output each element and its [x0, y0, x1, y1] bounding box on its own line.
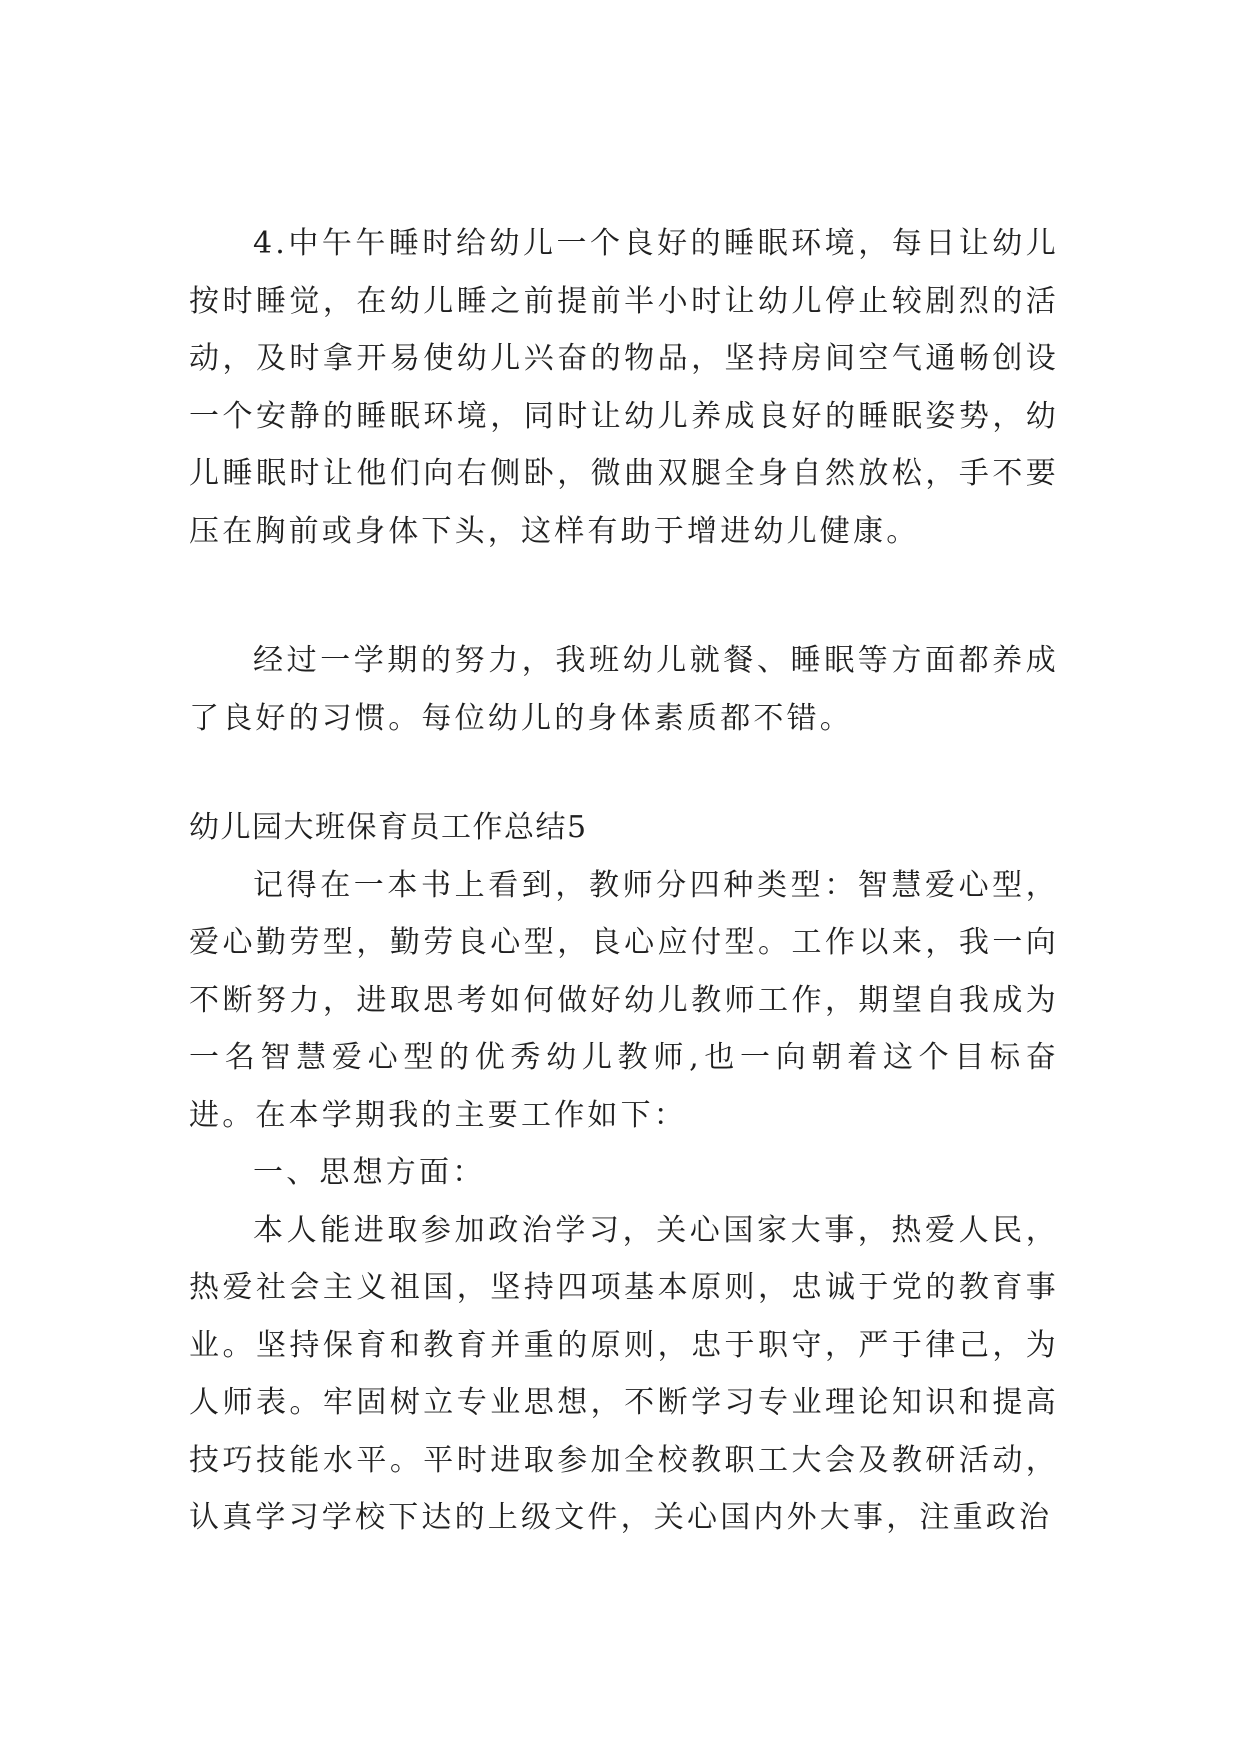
paragraph-semester-result: 经过一学期的努力，我班幼儿就餐、睡眠等方面都养成了良好的习惯。每位幼儿的身体素质都不错。 — [189, 643, 1059, 736]
paragraph-spacer — [189, 560, 1059, 632]
paragraph-teacher-types: 记得在一本书上看到，教师分四种类型：智慧爱心型，爱心勤劳型，勤劳良心型，良心应付型。工作以来，我一向不断努力，进取思考如何做好幼儿教师工作，期望自我成为一名智慧爱心型的优秀幼儿教师,也一向朝着这个目标奋进。在本学期我的主要工作如下： — [189, 867, 1059, 1133]
document-body — [189, 215, 1059, 1547]
section-heading: 幼儿园大班保育员工作总结5 — [189, 810, 588, 845]
paragraph-ideology: 本人能进取参加政治学习，关心国家大事，热爱人民，热爱社会主义祖国，坚持四项基本原则，忠诚于党的教育事业。坚持保育和教育并重的原则，忠于职守，严于律己，为人师表。牢固树立专业思想，不断学习专业理论知识和提高技巧技能水平。平时进取参加全校教职工大会及教研活动，认真学习学校下达的上级文件，关心国内外大事，注重政治 — [189, 1212, 1059, 1535]
paragraph-spacer — [189, 747, 1059, 799]
subheading-ideology: 一、思想方面： — [253, 1155, 486, 1190]
paragraph-nap-environment: 4.中午午睡时给幼儿一个良好的睡眠环境，每日让幼儿按时睡觉，在幼儿睡之前提前半小时让幼儿停止较剧烈的活动，及时拿开易使幼儿兴奋的物品，坚持房间空气通畅创设一个安静的睡眠环境，同时让幼儿养成良好的睡眠姿势，幼儿睡眠时让他们向右侧卧，微曲双腿全身自然放松，手不要压在胸前或身体下头，这样有助于增进幼儿健康。 — [189, 226, 1059, 549]
